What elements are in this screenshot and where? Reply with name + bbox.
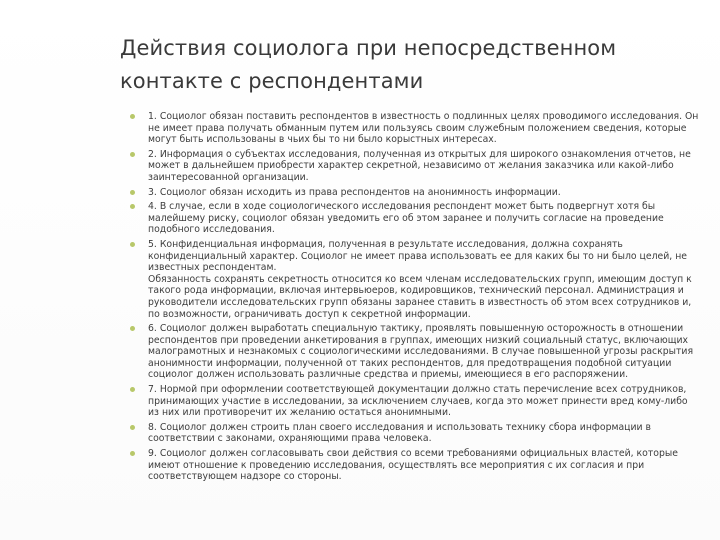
list-item	[128, 448, 700, 483]
list-item	[128, 187, 700, 199]
list-item	[128, 323, 700, 381]
list-item	[128, 239, 700, 320]
bullet-icon	[130, 387, 135, 392]
bullet-icon	[130, 242, 135, 247]
list-item	[128, 149, 700, 184]
list-item	[128, 201, 700, 236]
list-item	[128, 422, 700, 445]
bullet-icon	[130, 152, 135, 157]
bullet-icon	[130, 114, 135, 119]
bullet-list	[128, 111, 700, 486]
list-item-text: 7. Нормой при оформлении соответствующей документации должно стать перечисление всех сотрудников, принимающих участие в исследовании, за исключением случаев, когда это может принести вред кому-либо из них или противоречит их желанию остаться анонимными.	[148, 384, 688, 419]
bullet-icon	[130, 451, 135, 456]
list-item-text: 3. Социолог обязан исходить из права респондентов на анонимность информации.	[148, 186, 561, 198]
list-item	[128, 384, 700, 419]
bullet-icon	[130, 425, 135, 430]
list-item-text: 8. Социолог должен строить план своего исследования и использовать технику сбора информации в соответствии с законами, охраняющими права человека.	[148, 421, 652, 445]
list-item	[128, 111, 700, 146]
list-item-text: 9. Социолог должен согласовывать свои действия со всеми требованиями официальных властей, которые имеют отношение к проведению исследования, осуществлять все мероприятия с их согласия и при соответствующем надзоре со стороны.	[148, 448, 678, 483]
list-item-text: 4. В случае, если в ходе социологического исследования респондент может быть подвергнут хотя бы малейшему риску, социолог обязан уведомить его об этом заранее и получить согласие на проведение подобного исследования.	[148, 201, 664, 236]
bullet-icon	[130, 190, 135, 195]
list-item-extra-text: Обязанность сохранять секретность относится ко всем членам исследовательских групп, имеющим доступ к такого рода информации, включая интервьюеров, кодировщиков, технический персонал. Администрация и руководители исследовательских групп обязаны заранее ставить в известность об этом всех сотрудников и, по возможности, ограничивать доступ к секретной информации.	[148, 273, 692, 320]
list-item-text: 2. Информация о субъектах исследования, полученная из открытых для широкого ознакомления отчетов, не может в дальнейшем приобрести характер секретной, независимо от желания заказчика или какой-либо заинтересованной организации.	[148, 148, 691, 183]
bullet-icon	[130, 326, 135, 331]
slide-title: Действия социолога при непосредственном контакте с респондентами	[120, 36, 617, 93]
list-item-text: 1. Социолог обязан поставить респондентов в известность о подлинных целях проводимого исследования. Он не имеет права получать обманным путем или пользуясь своим служебным положением сведения, которые могут быть использованы в чьих бы то ни было корыстных интересах.	[148, 111, 699, 146]
bullet-icon	[130, 204, 135, 209]
list-item-text: 5. Конфиденциальная информация, полученная в результате исследования, должна сохранять конфиденциальный характер. Социолог не имеет права использовать ее для каких бы то ни было целей, не известных респондентам.	[148, 238, 688, 274]
list-item-text: 6. Социолог должен выработать специальную тактику, проявлять повышенную осторожность в отношении респондентов при проведении анкетирования в группах, имеющих низкий социальный статус, включающих малограмотных и незнакомых с социологическими исследованиями. В случае повышенной угрозы раскрытия анонимности информации, полученной от таких респондентов, для предотвращения подобной ситуации социолог должен использовать различные средства и приемы, имеющиеся в его распоряжении.	[148, 323, 694, 381]
